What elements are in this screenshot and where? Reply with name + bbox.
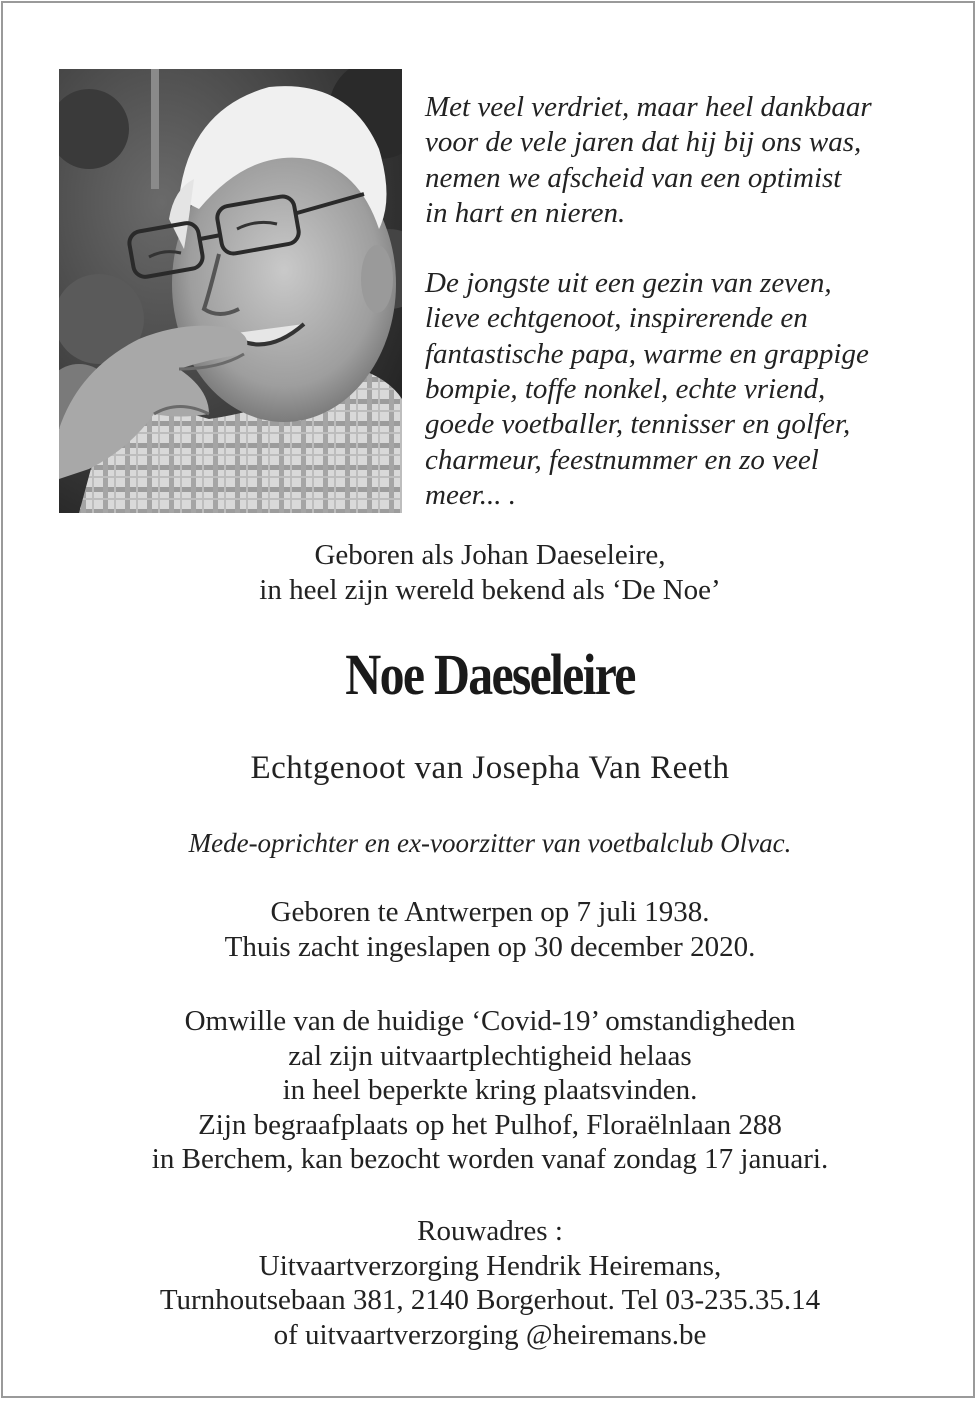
- intro-text: [425, 90, 945, 513]
- role-line: Mede-oprichter en ex-voorzitter van voetbalclub Olvac.: [188, 828, 792, 858]
- deceased-name: Noe Daeseleire: [345, 642, 635, 707]
- funeral-info: Omwille van de huidige ‘Covid-19’ omstandigheden zal zijn uitvaartplechtigheid helaas in heel beperkte kring plaatsvinden. Zijn begraafplaats op het Pulhof, Floraëlnlaan 288 in Berchem, kan bezocht worden vanaf zondag 17 januari.: [151, 1005, 829, 1175]
- birth-name: Geboren als Johan Daeseleire, in heel zijn wereld bekend als ‘De Noe’: [259, 539, 721, 606]
- intro-paragraph-2: De jongste uit een gezin van zeven, lieve echtgenoot, inspirerende en fantastische papa, warme en grappige bompie, toffe nonkel, echte vriend, goede voetballer, tennisser en golfer, charmeur, feestnummer en zo veel meer... .: [425, 267, 869, 511]
- intro-paragraph-1: Met veel verdriet, maar heel dankbaar voor de vele jaren dat hij bij ons was, nemen we afscheid van een optimist in hart en nieren.: [425, 91, 872, 229]
- birth-death-dates: Geboren te Antwerpen op 7 juli 1938. Thuis zacht ingeslapen op 30 december 2020.: [224, 896, 756, 963]
- portrait-photo: [59, 69, 402, 513]
- spouse-line: Echtgenoot van Josepha Van Reeth: [250, 750, 730, 786]
- contact-address: Rouwadres : Uitvaartverzorging Hendrik Heiremans, Turnhoutsebaan 381, 2140 Borgerhout. Tel 03-235.35.14 of uitvaartverzorging @heiremans.be: [159, 1215, 821, 1351]
